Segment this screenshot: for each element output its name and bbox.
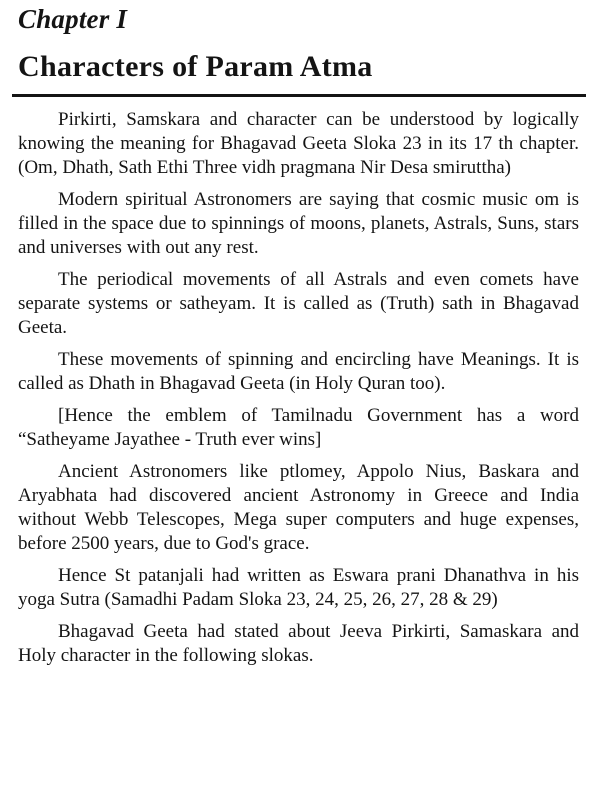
paragraph: [Hence the emblem of Tamilnadu Government has a word “Satheyame Jayathee - Truth ever wins]	[18, 405, 579, 450]
paragraph: The periodical movements of all Astrals and even comets have separate systems or satheyam. It is called as (Truth) sath in Bhagavad Geeta.	[18, 269, 579, 338]
chapter-title: Characters of Param Atma	[18, 50, 373, 83]
paragraph: Modern spiritual Astronomers are saying that cosmic music om is filled in the space due to spinnings of moons, planets, Astrals, Suns, stars and universes with out any rest.	[18, 189, 579, 258]
paragraph: Hence St patanjali had written as Eswara prani Dhanathva in his yoga Sutra (Samadhi Padam Sloka 23, 24, 25, 26, 27, 28 & 29)	[18, 565, 579, 610]
title-underline	[12, 94, 586, 97]
chapter-body	[18, 108, 579, 676]
chapter-label: Chapter I	[18, 4, 128, 34]
paragraph: Bhagavad Geeta had stated about Jeeva Pirkirti, Samaskara and Holy character in the following slokas.	[18, 621, 579, 666]
paragraph: Ancient Astronomers like ptlomey, Appolo Nius, Baskara and Aryabhata had discovered ancient Astronomy in Greece and India without Webb Telescopes, Mega super computers and huge expenses, before 2500 years, due to God's grace.	[18, 461, 579, 554]
paragraph: These movements of spinning and encircling have Meanings. It is called as Dhath in Bhagavad Geeta (in Holy Quran too).	[18, 349, 579, 394]
paragraph: Pirkirti, Samskara and character can be understood by logically knowing the meaning for Bhagavad Geeta Sloka 23 in its 17 th chapter. (Om, Dhath, Sath Ethi Three vidh pragmana Nir Desa smiruttha)	[18, 109, 579, 178]
